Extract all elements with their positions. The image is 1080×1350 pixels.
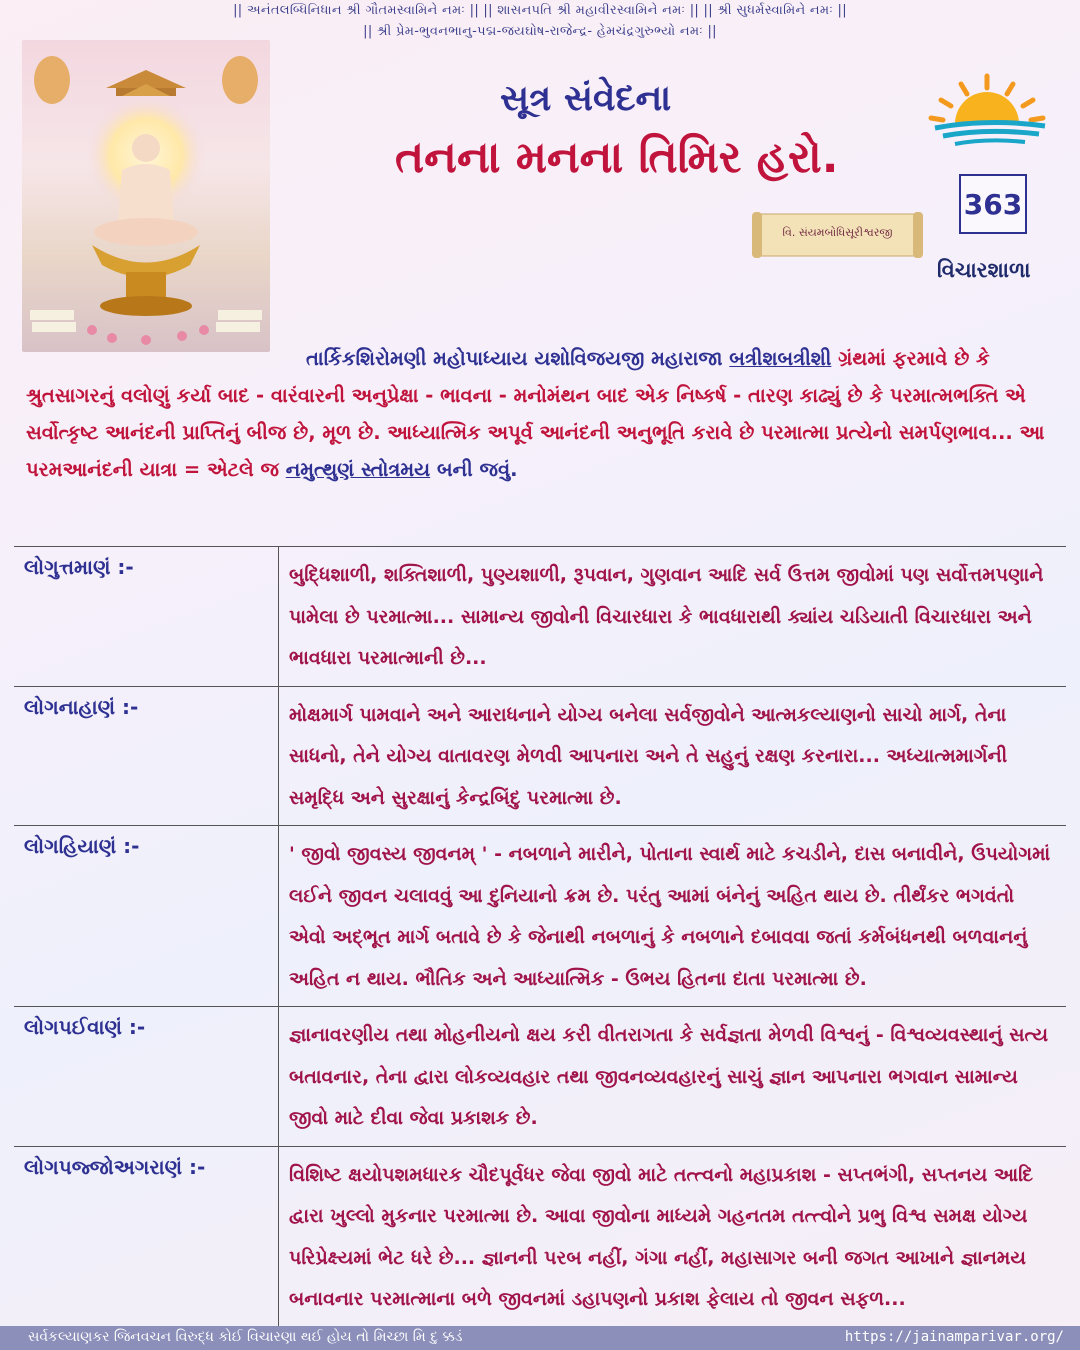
footer-bar: [0, 1326, 1080, 1350]
table-row: [14, 547, 1066, 687]
title-small: સૂત્ર સંવેદના: [500, 78, 672, 119]
table-row: [14, 826, 1066, 1007]
intro-link-namutthunam[interactable]: નમુત્થુણં સ્તોત્રમય: [285, 458, 431, 481]
tirthankara-image: [22, 40, 270, 352]
row-term: લોગનાહાણં :-: [14, 686, 279, 826]
table-row: [14, 1007, 1066, 1147]
content-table: [14, 546, 1066, 1327]
section-label: વિચારશાળા: [937, 258, 1031, 282]
rising-sun-logo-icon: [925, 72, 1050, 150]
author-name: વિ. સંયમબોધિસૂરીશ્વરજી: [782, 226, 893, 239]
table-row: [14, 1146, 1066, 1327]
intro-link-batrishi[interactable]: બત્રીશબત્રીશી: [729, 347, 832, 370]
row-term: લોગહિયાણં :-: [14, 826, 279, 1007]
issue-number: 363: [959, 174, 1027, 234]
footer-website-link[interactable]: https://jainamparivar.org/: [844, 1329, 1064, 1345]
row-text: વિશિષ્ટ ક્ષયોપશમધારક ચૌદપૂર્વધર જેવા જીવો માટે તત્ત્વનો મહાપ્રકાશ - સપ્તભંગી, સપ્તનય આદિ દ્વારા ખુલ્લો મુકનાર પરમાત્મા છે. આવા જીવોના માધ્યમે ગહનતમ તત્ત્વોને પ્રભુ વિશ્વ સમક્ષ યોગ્ય પરિપ્રેક્ષ્યમાં ભેટ ધરે છે... જ્ઞાનની પરબ નહીં, ગંગા નહીં, મહાસાગર બની જગત આખાને જ્ઞાનમય બનાવનાર પરમાત્માના બળે જીવનમાં ડહાપણનો પ્રકાશ ફેલાય તો જીવન સફળ...: [279, 1146, 1067, 1327]
row-text: મોક્ષમાર્ગ પામવાને અને આરાધનાને યોગ્ય બનેલા સર્વજીવોને આત્મકલ્યાણનો સાચો માર્ગ, તેના સાધનો, તેને યોગ્ય વાતાવરણ મેળવી આપનારા અને તે સહુનું રક્ષણ કરનારા... અધ્યાત્મમાર્ગની સમૃદ્ધિ અને સુરક્ષાનું કેન્દ્રબિંદુ પરમાત્મા છે.: [279, 686, 1067, 826]
row-text: જ્ઞાનાવરણીય તથા મોહનીયનો ક્ષય કરી વીતરાગતા કે સર્વજ્ઞતા મેળવી વિશ્વનું - વિશ્વવ્યવસ્થાનું સત્ય બતાવનાર, તેના દ્વારા લોકવ્યવહાર તથા જીવનવ્યવહારનું સાચું જ્ઞાન આપનારા ભગવાન સામાન્ય જીવો માટે દીવા જેવા પ્રકાશક છે.: [279, 1007, 1067, 1147]
title-large: તનના મનના તિમિર હરો.: [395, 132, 839, 183]
intro-paragraph: [26, 340, 1056, 488]
table-row: [14, 686, 1066, 826]
header-mantra-line1: || અનંતલબ્ધિનિધાન શ્રી ગૌતમસ્વામિને નમઃ || || શાસનપતિ શ્રી મહાવીરસ્વામિને નમઃ || || શ્રી સુધર્મસ્વામિને નમઃ ||: [233, 3, 847, 18]
header-mantra-line2: || શ્રી પ્રેમ-ભુવનભાનુ-પદ્મ-જયઘોષ-રાજેન્દ્ર- હેમચંદ્રગુરુભ્યો નમઃ ||: [363, 24, 717, 39]
footer-text: સર્વકલ્યાણકર જિનવચન વિરુદ્ધ કોઈ વિચારણા થઈ હોય તો મિચ્છા મિ દુ ક્કડં: [28, 1329, 463, 1345]
row-term: લોગપજ્જોઅગરાણં :-: [14, 1146, 279, 1327]
row-term: લોગુત્તમાણં :-: [14, 547, 279, 687]
row-text: બુદ્ધિશાળી, શક્તિશાળી, પુણ્યશાળી, રૂપવાન, ગુણવાન આદિ સર્વ ઉત્તમ જીવોમાં પણ સર્વોત્તમપણાને પામેલા છે પરમાત્મા... સામાન્ય જીવોની વિચારધારા કે ભાવધારાથી ક્યાંય ચડિયાતી વિચારધારા અને ભાવધારા પરમાત્માની છે...: [279, 547, 1067, 687]
intro-part3: બની જવું.: [430, 458, 518, 481]
intro-part2: ગ્રંથમાં ફરમાવે છે કે શ્રુતસાગરનું વલોણું કર્યા બાદ - વારંવારની અનુપ્રેક્ષા - ભાવના - મનોમંથન બાદ એક નિષ્કર્ષ - તારણ કાઢ્યું છે કે પરમાત્મભક્તિ એ સર્વોત્કૃષ્ટ આનંદની પ્રાપ્તિનું બીજ છે, મૂળ છે. આધ્યાત્મિક અપૂર્વ આનંદની અનુભૂતિ કરાવે છે પરમાત્મા પ્રત્યેનો સમર્પણભાવ... આ પરમઆનંદની યાત્રા = એટલે જ: [26, 347, 1045, 481]
row-term: લોગપઈવાણં :-: [14, 1007, 279, 1147]
intro-part1: તાર્કિકશિરોમણી મહોપાધ્યાય યશોવિજયજી મહારાજા: [306, 347, 730, 370]
row-text: ' જીવો જીવસ્ય જીવનમ્ ' - નબળાને મારીને, પોતાના સ્વાર્થ માટે કચડીને, દાસ બનાવીને, ઉપયોગમાં લઈને જીવન ચલાવવું આ દુનિયાનો ક્રમ છે. પરંતુ આમાં બંનેનું અહિત થાય છે. તીર્થંકર ભગવંતો એવો અદ્ભૂત માર્ગ બતાવે છે કે જેનાથી નબળાનું કે નબળાને દબાવવા જતાં કર્મબંધનથી બળવાનનું અહિત ન થાય. ભૌતિક અને આધ્યાત્મિક - ઉભય હિતના દાતા પરમાત્મા છે.: [279, 826, 1067, 1007]
